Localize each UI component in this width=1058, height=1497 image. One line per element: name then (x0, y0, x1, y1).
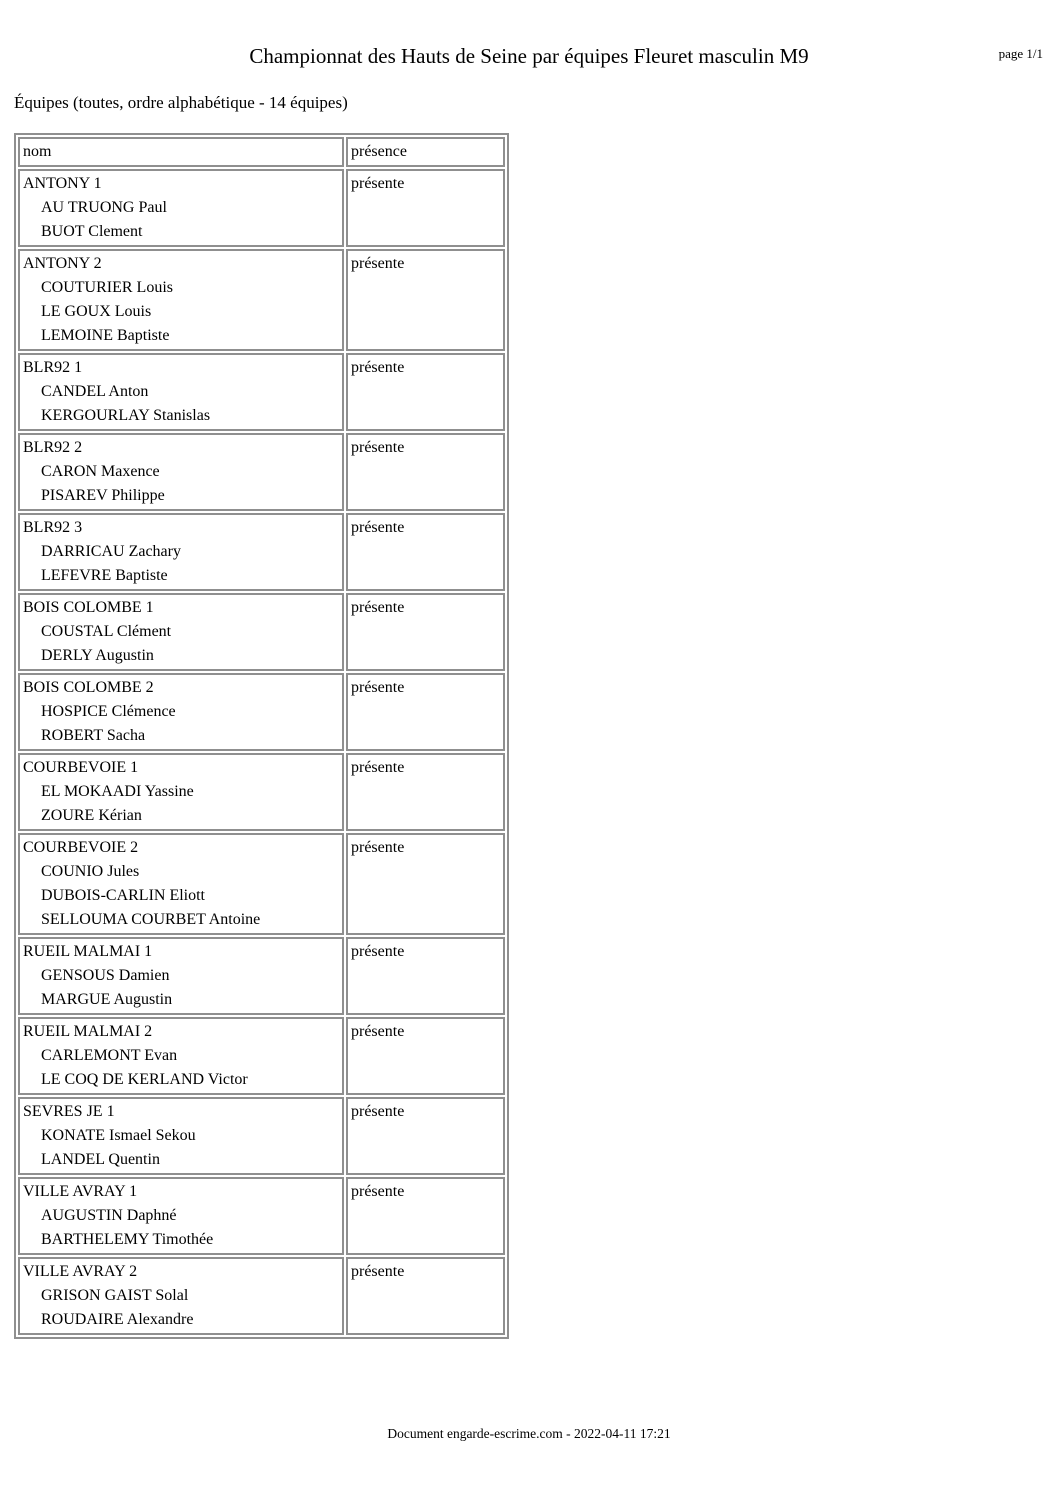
team-member: LE GOUX Louis (41, 303, 152, 320)
presence-status: présente (351, 1023, 405, 1040)
team-member: DARRICAU Zachary (41, 543, 181, 560)
team-member: ROBERT Sacha (41, 727, 146, 744)
team-member: LEMOINE Baptiste (41, 327, 170, 344)
team-member: CARLEMONT Evan (41, 1047, 178, 1064)
team-member: DERLY Augustin (41, 647, 154, 664)
team-presence-cell (346, 937, 505, 1015)
document-footer: Document engarde-escrime.com - 2022-04-11 17:21 (387, 1426, 671, 1441)
team-row (18, 753, 505, 831)
team-name-cell (18, 1257, 344, 1335)
team-presence-cell (346, 1017, 505, 1095)
presence-status: présente (351, 359, 405, 376)
team-member: BUOT Clement (41, 223, 143, 240)
team-name: VILLE AVRAY 1 (23, 1183, 138, 1200)
presence-status: présente (351, 759, 405, 776)
team-row (18, 673, 505, 751)
header-row (18, 137, 505, 167)
team-presence-cell (346, 249, 505, 351)
team-name-cell (18, 593, 344, 671)
team-presence-cell (346, 1257, 505, 1335)
presence-status: présente (351, 599, 405, 616)
team-name-cell (18, 169, 344, 247)
team-member: ROUDAIRE Alexandre (41, 1311, 194, 1328)
team-member: CANDEL Anton (41, 383, 149, 400)
presence-status: présente (351, 255, 405, 272)
team-member: COUNIO Jules (41, 863, 140, 880)
presence-status: présente (351, 519, 405, 536)
team-member: COUTURIER Louis (41, 279, 173, 296)
team-row (18, 1257, 505, 1335)
team-member: MARGUE Augustin (41, 991, 173, 1008)
team-presence-cell (346, 1177, 505, 1255)
team-name: SEVRES JE 1 (23, 1103, 115, 1120)
team-row (18, 433, 505, 511)
team-presence-cell (346, 1097, 505, 1175)
team-name: BOIS COLOMBE 1 (23, 599, 154, 616)
team-presence-cell (346, 833, 505, 935)
team-name-cell (18, 1177, 344, 1255)
team-name: BLR92 3 (23, 519, 83, 536)
team-name-cell (18, 753, 344, 831)
presence-status: présente (351, 1263, 405, 1280)
team-member: SELLOUMA COURBET Antoine (41, 911, 261, 928)
teams-table (14, 133, 509, 1339)
team-row (18, 169, 505, 247)
column-header-name: nom (18, 137, 344, 167)
team-name-cell (18, 353, 344, 431)
presence-status: présente (351, 839, 405, 856)
team-name: BLR92 1 (23, 359, 83, 376)
team-member: CARON Maxence (41, 463, 160, 480)
team-row (18, 513, 505, 591)
team-presence-cell (346, 433, 505, 511)
team-presence-cell (346, 353, 505, 431)
page-number-indicator: page 1/1 (998, 46, 1043, 61)
teams-table-body (18, 169, 505, 1335)
team-name-cell (18, 433, 344, 511)
team-name-cell (18, 249, 344, 351)
team-name: RUEIL MALMAI 2 (23, 1023, 153, 1040)
teams-list-subtitle: Équipes (toutes, ordre alphabétique - 14 équipes) (14, 93, 348, 112)
team-member: KONATE Ismael Sekou (41, 1127, 196, 1144)
team-member: AU TRUONG Paul (41, 199, 167, 216)
team-name: COURBEVOIE 2 (23, 839, 139, 856)
team-row (18, 1177, 505, 1255)
team-presence-cell (346, 753, 505, 831)
team-name-cell (18, 673, 344, 751)
team-name-cell (18, 937, 344, 1015)
team-member: KERGOURLAY Stanislas (41, 407, 211, 424)
team-row (18, 249, 505, 351)
team-presence-cell (346, 673, 505, 751)
team-member: HOSPICE Clémence (41, 703, 176, 720)
page-title: Championnat des Hauts de Seine par équipes Fleuret masculin M9 (249, 44, 809, 68)
team-name-cell (18, 1017, 344, 1095)
team-name-cell (18, 1097, 344, 1175)
team-member: ZOURE Kérian (41, 807, 142, 824)
team-row (18, 833, 505, 935)
team-presence-cell (346, 513, 505, 591)
presence-status: présente (351, 175, 405, 192)
team-member: BARTHELEMY Timothée (41, 1231, 214, 1248)
presence-status: présente (351, 943, 405, 960)
team-member: PISAREV Philippe (41, 487, 165, 504)
team-member: GRISON GAIST Solal (41, 1287, 189, 1304)
team-name: VILLE AVRAY 2 (23, 1263, 138, 1280)
team-member: GENSOUS Damien (41, 967, 170, 984)
team-member: COUSTAL Clément (41, 623, 172, 640)
teams-table-header (18, 137, 505, 167)
team-name: ANTONY 2 (23, 255, 102, 272)
team-row (18, 1017, 505, 1095)
team-member: AUGUSTIN Daphné (41, 1207, 177, 1224)
presence-status: présente (351, 1103, 405, 1120)
team-row (18, 937, 505, 1015)
team-name: BOIS COLOMBE 2 (23, 679, 154, 696)
presence-status: présente (351, 679, 405, 696)
column-header-presence: présence (346, 137, 505, 167)
team-presence-cell (346, 593, 505, 671)
presence-status: présente (351, 1183, 405, 1200)
team-name-cell (18, 513, 344, 591)
team-row (18, 1097, 505, 1175)
team-presence-cell (346, 169, 505, 247)
team-member: LANDEL Quentin (41, 1151, 160, 1168)
team-name: BLR92 2 (23, 439, 83, 456)
team-member: EL MOKAADI Yassine (41, 783, 194, 800)
presence-status: présente (351, 439, 405, 456)
team-row (18, 353, 505, 431)
team-name: ANTONY 1 (23, 175, 102, 192)
team-member: LEFEVRE Baptiste (41, 567, 168, 584)
team-name: RUEIL MALMAI 1 (23, 943, 153, 960)
team-name-cell (18, 833, 344, 935)
team-row (18, 593, 505, 671)
team-member: LE COQ DE KERLAND Victor (41, 1071, 248, 1088)
team-name: COURBEVOIE 1 (23, 759, 139, 776)
team-member: DUBOIS-CARLIN Eliott (41, 887, 205, 904)
